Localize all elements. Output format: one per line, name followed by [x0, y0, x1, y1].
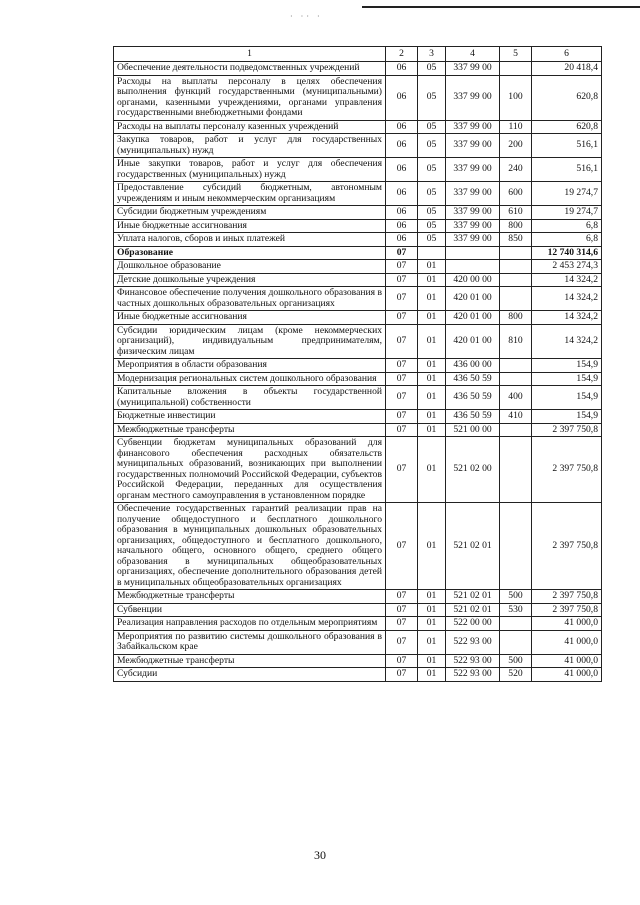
row-target-article-cell: 337 99 00 [446, 158, 500, 182]
row-amount-cell: 2 397 750,8 [532, 437, 602, 503]
row-section-cell: 07 [386, 437, 418, 503]
row-name-cell: Модернизация региональных систем дошкольного образования [114, 372, 386, 386]
table-header [114, 47, 602, 62]
row-subsection-cell [418, 246, 446, 260]
row-subsection-cell: 01 [418, 287, 446, 311]
row-subsection-cell: 05 [418, 233, 446, 247]
row-target-article-cell: 521 02 00 [446, 437, 500, 503]
header-row [114, 47, 602, 62]
row-amount-cell: 154,9 [532, 359, 602, 373]
row-section-cell: 07 [386, 324, 418, 359]
row-target-article-cell: 521 02 01 [446, 603, 500, 617]
row-name-cell: Межбюджетные трансферты [114, 590, 386, 604]
header-col-4: 4 [446, 47, 500, 62]
row-subsection-cell: 05 [418, 206, 446, 220]
row-section-cell: 07 [386, 654, 418, 668]
row-target-article-cell: 337 99 00 [446, 120, 500, 134]
row-target-article-cell: 337 99 00 [446, 233, 500, 247]
table-row [114, 603, 602, 617]
row-expense-type-cell [500, 617, 532, 631]
table-row [114, 273, 602, 287]
table-row [114, 260, 602, 274]
row-expense-type-cell: 610 [500, 206, 532, 220]
row-amount-cell: 14 324,2 [532, 311, 602, 325]
row-amount-cell: 19 274,7 [532, 206, 602, 220]
row-amount-cell: 154,9 [532, 372, 602, 386]
row-amount-cell: 12 740 314,6 [532, 246, 602, 260]
row-expense-type-cell: 520 [500, 668, 532, 682]
row-subsection-cell: 01 [418, 372, 446, 386]
table-row [114, 668, 602, 682]
row-expense-type-cell: 800 [500, 219, 532, 233]
row-amount-cell: 2 397 750,8 [532, 503, 602, 590]
row-expense-type-cell: 500 [500, 654, 532, 668]
row-expense-type-cell: 850 [500, 233, 532, 247]
table-row [114, 219, 602, 233]
row-name-cell: Предоставление субсидий бюджетным, автономным учреждениям и иным некоммерческим организациям [114, 182, 386, 206]
row-target-article-cell [446, 260, 500, 274]
row-section-cell: 07 [386, 410, 418, 424]
header-col-6: 6 [532, 47, 602, 62]
row-section-cell: 07 [386, 386, 418, 410]
row-amount-cell: 2 397 750,8 [532, 590, 602, 604]
row-expense-type-cell: 530 [500, 603, 532, 617]
row-section-cell: 07 [386, 423, 418, 437]
row-expense-type-cell: 410 [500, 410, 532, 424]
row-expense-type-cell [500, 287, 532, 311]
row-section-cell: 06 [386, 233, 418, 247]
table-row [114, 372, 602, 386]
table-row [114, 359, 602, 373]
row-subsection-cell: 05 [418, 158, 446, 182]
table-row [114, 386, 602, 410]
row-subsection-cell: 05 [418, 62, 446, 76]
row-section-cell: 07 [386, 668, 418, 682]
row-expense-type-cell [500, 359, 532, 373]
row-expense-type-cell: 200 [500, 134, 532, 158]
row-target-article-cell: 420 01 00 [446, 311, 500, 325]
table-row [114, 75, 602, 120]
row-expense-type-cell: 500 [500, 590, 532, 604]
row-expense-type-cell: 240 [500, 158, 532, 182]
row-name-cell: Дошкольное образование [114, 260, 386, 274]
table-row [114, 324, 602, 359]
table-row [114, 287, 602, 311]
row-section-cell: 07 [386, 287, 418, 311]
table-row [114, 503, 602, 590]
row-subsection-cell: 01 [418, 590, 446, 604]
row-subsection-cell: 01 [418, 668, 446, 682]
row-amount-cell: 14 324,2 [532, 273, 602, 287]
row-section-cell: 07 [386, 311, 418, 325]
row-subsection-cell: 05 [418, 219, 446, 233]
row-name-cell: Расходы на выплаты персоналу казенных учреждений [114, 120, 386, 134]
table-row [114, 410, 602, 424]
row-amount-cell: 41 000,0 [532, 617, 602, 631]
row-section-cell: 07 [386, 246, 418, 260]
row-section-cell: 07 [386, 260, 418, 274]
row-expense-type-cell [500, 273, 532, 287]
row-section-cell: 07 [386, 503, 418, 590]
row-section-cell: 07 [386, 590, 418, 604]
table-row [114, 134, 602, 158]
row-amount-cell: 6,8 [532, 219, 602, 233]
row-target-article-cell: 522 93 00 [446, 668, 500, 682]
row-section-cell: 07 [386, 273, 418, 287]
row-target-article-cell [446, 246, 500, 260]
row-expense-type-cell: 110 [500, 120, 532, 134]
row-name-cell: Иные закупки товаров, работ и услуг для обеспечения государственных (муниципальных) нужд [114, 158, 386, 182]
page-number: 30 [314, 848, 326, 862]
row-name-cell: Мероприятия по развитию системы дошкольного образования в Забайкальском крае [114, 630, 386, 654]
row-target-article-cell: 420 00 00 [446, 273, 500, 287]
row-expense-type-cell: 810 [500, 324, 532, 359]
table-row [114, 654, 602, 668]
row-name-cell: Образование [114, 246, 386, 260]
row-subsection-cell: 01 [418, 273, 446, 287]
row-subsection-cell: 05 [418, 120, 446, 134]
table-row [114, 590, 602, 604]
row-target-article-cell: 337 99 00 [446, 182, 500, 206]
row-subsection-cell: 01 [418, 654, 446, 668]
row-expense-type-cell [500, 630, 532, 654]
row-subsection-cell: 01 [418, 324, 446, 359]
row-amount-cell: 2 453 274,3 [532, 260, 602, 274]
table-row [114, 206, 602, 220]
budget-table [113, 46, 602, 682]
row-amount-cell: 154,9 [532, 410, 602, 424]
table-body [114, 62, 602, 682]
row-expense-type-cell [500, 503, 532, 590]
row-expense-type-cell: 800 [500, 311, 532, 325]
row-amount-cell: 620,8 [532, 75, 602, 120]
row-section-cell: 06 [386, 182, 418, 206]
row-subsection-cell: 01 [418, 386, 446, 410]
row-subsection-cell: 01 [418, 630, 446, 654]
row-target-article-cell: 521 02 01 [446, 503, 500, 590]
row-subsection-cell: 01 [418, 437, 446, 503]
top-rule [362, 6, 640, 8]
row-target-article-cell: 522 93 00 [446, 654, 500, 668]
row-target-article-cell: 436 50 59 [446, 372, 500, 386]
table-row [114, 630, 602, 654]
row-subsection-cell: 05 [418, 134, 446, 158]
row-target-article-cell: 522 00 00 [446, 617, 500, 631]
row-name-cell: Субсидии [114, 668, 386, 682]
row-subsection-cell: 01 [418, 410, 446, 424]
row-amount-cell: 41 000,0 [532, 654, 602, 668]
table-row [114, 120, 602, 134]
row-name-cell: Иные бюджетные ассигнования [114, 311, 386, 325]
row-section-cell: 07 [386, 372, 418, 386]
row-section-cell: 06 [386, 158, 418, 182]
scan-specks: · ·· · [290, 12, 323, 21]
row-expense-type-cell: 400 [500, 386, 532, 410]
row-section-cell: 06 [386, 120, 418, 134]
row-name-cell: Реализация направления расходов по отдельным мероприятиям [114, 617, 386, 631]
row-expense-type-cell [500, 437, 532, 503]
header-col-5: 5 [500, 47, 532, 62]
row-subsection-cell: 01 [418, 423, 446, 437]
row-amount-cell: 516,1 [532, 158, 602, 182]
row-subsection-cell: 05 [418, 75, 446, 120]
row-amount-cell: 154,9 [532, 386, 602, 410]
row-target-article-cell: 436 50 59 [446, 410, 500, 424]
row-expense-type-cell: 100 [500, 75, 532, 120]
row-expense-type-cell [500, 372, 532, 386]
row-name-cell: Обеспечение деятельности подведомственных учреждений [114, 62, 386, 76]
row-name-cell: Мероприятия в области образования [114, 359, 386, 373]
row-name-cell: Бюджетные инвестиции [114, 410, 386, 424]
row-name-cell: Субсидии юридическим лицам (кроме некоммерческих организаций), индивидуальным предпринимателям, физическим лицам [114, 324, 386, 359]
row-amount-cell: 14 324,2 [532, 287, 602, 311]
table-row [114, 233, 602, 247]
row-section-cell: 07 [386, 359, 418, 373]
row-name-cell: Субвенции бюджетам муниципальных образований для финансового обеспечения расходных обязательств муниципальных образований, возникающих при выполнении государственных полномочий Российской Федерации, субъектов Российской Федерации, переданных для осуществления органам местного самоуправления в установленном порядке [114, 437, 386, 503]
row-section-cell: 06 [386, 219, 418, 233]
row-target-article-cell: 337 99 00 [446, 75, 500, 120]
row-section-cell: 06 [386, 75, 418, 120]
row-amount-cell: 20 418,4 [532, 62, 602, 76]
row-name-cell: Финансовое обеспечение получения дошкольного образования в частных дошкольных образовательных организациях [114, 287, 386, 311]
row-name-cell: Закупка товаров, работ и услуг для государственных (муниципальных) нужд [114, 134, 386, 158]
row-amount-cell: 516,1 [532, 134, 602, 158]
row-subsection-cell: 01 [418, 603, 446, 617]
row-amount-cell: 19 274,7 [532, 182, 602, 206]
row-name-cell: Субвенции [114, 603, 386, 617]
row-subsection-cell: 01 [418, 260, 446, 274]
row-target-article-cell: 337 99 00 [446, 219, 500, 233]
row-subsection-cell: 05 [418, 182, 446, 206]
row-amount-cell: 41 000,0 [532, 668, 602, 682]
row-subsection-cell: 01 [418, 503, 446, 590]
row-name-cell: Обеспечение государственных гарантий реализации прав на получение общедоступного и бесплатного дошкольного образования в муниципальных дошкольных образовательных организациях, общедоступного и бесплатного дошкольного, начального общего, основного общего, среднего общего образования в муниципальных общеобразовательных организациях, обеспечение дополнительного образования детей в муниципальных общеобразовательных организациях [114, 503, 386, 590]
header-col-3: 3 [418, 47, 446, 62]
row-section-cell: 06 [386, 62, 418, 76]
header-col-2: 2 [386, 47, 418, 62]
row-target-article-cell: 337 99 00 [446, 134, 500, 158]
row-expense-type-cell [500, 62, 532, 76]
row-section-cell: 07 [386, 603, 418, 617]
row-section-cell: 07 [386, 630, 418, 654]
row-target-article-cell: 436 50 59 [446, 386, 500, 410]
table-row [114, 246, 602, 260]
row-name-cell: Расходы на выплаты персоналу в целях обеспечения выполнения функций государственными (муниципальными) органами, казенными учреждениями, органами управления государственными внебюджетными фондами [114, 75, 386, 120]
header-col-1: 1 [114, 47, 386, 62]
row-section-cell: 06 [386, 206, 418, 220]
row-target-article-cell: 337 99 00 [446, 206, 500, 220]
row-amount-cell: 2 397 750,8 [532, 423, 602, 437]
row-amount-cell: 14 324,2 [532, 324, 602, 359]
table-row [114, 182, 602, 206]
row-target-article-cell: 337 99 00 [446, 62, 500, 76]
row-name-cell: Субсидии бюджетным учреждениям [114, 206, 386, 220]
row-amount-cell: 620,8 [532, 120, 602, 134]
table-row [114, 437, 602, 503]
row-amount-cell: 6,8 [532, 233, 602, 247]
row-name-cell: Капитальные вложения в объекты государственной (муниципальной) собственности [114, 386, 386, 410]
row-amount-cell: 2 397 750,8 [532, 603, 602, 617]
row-expense-type-cell: 600 [500, 182, 532, 206]
row-target-article-cell: 521 00 00 [446, 423, 500, 437]
row-expense-type-cell [500, 423, 532, 437]
row-name-cell: Межбюджетные трансферты [114, 423, 386, 437]
row-section-cell: 07 [386, 617, 418, 631]
row-name-cell: Иные бюджетные ассигнования [114, 219, 386, 233]
row-subsection-cell: 01 [418, 311, 446, 325]
row-name-cell: Уплата налогов, сборов и иных платежей [114, 233, 386, 247]
table-row [114, 617, 602, 631]
row-expense-type-cell [500, 260, 532, 274]
row-target-article-cell: 522 93 00 [446, 630, 500, 654]
table-row [114, 311, 602, 325]
row-subsection-cell: 01 [418, 617, 446, 631]
row-name-cell: Межбюджетные трансферты [114, 654, 386, 668]
row-subsection-cell: 01 [418, 359, 446, 373]
row-amount-cell: 41 000,0 [532, 630, 602, 654]
table-row [114, 423, 602, 437]
row-name-cell: Детские дошкольные учреждения [114, 273, 386, 287]
row-target-article-cell: 420 01 00 [446, 324, 500, 359]
row-target-article-cell: 521 02 01 [446, 590, 500, 604]
row-section-cell: 06 [386, 134, 418, 158]
row-target-article-cell: 420 01 00 [446, 287, 500, 311]
table-row [114, 62, 602, 76]
row-expense-type-cell [500, 246, 532, 260]
table-row [114, 158, 602, 182]
row-target-article-cell: 436 00 00 [446, 359, 500, 373]
